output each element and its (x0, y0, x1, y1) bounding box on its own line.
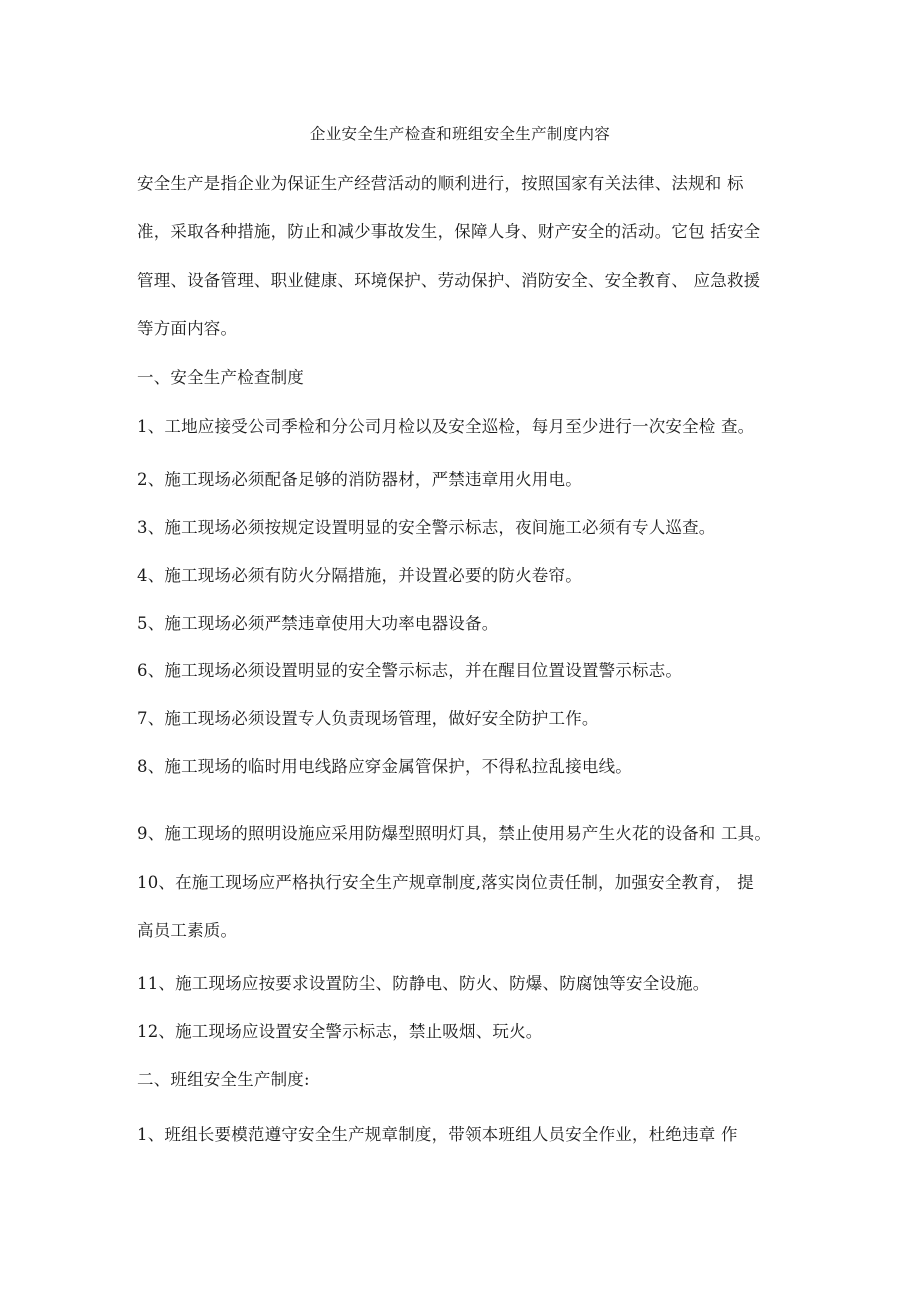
section1-heading: 一、安全生产检查制度 (137, 368, 304, 387)
intro-line-3: 管理、设备管理、职业健康、环境保护、劳动保护、消防安全、安全教育、 应急救援 (137, 271, 761, 290)
section1-item-6: 6、施工现场必须设置明显的安全警示标志，并在醒目位置设置警示标志。 (137, 661, 683, 680)
section2-item-1: 1、班组长要模范遵守安全生产规章制度，带领本班组人员安全作业，杜绝违章 作 (137, 1125, 738, 1144)
section1-item-5: 5、施工现场必须严禁违章使用大功率电器设备。 (137, 614, 499, 633)
section1-item-7: 7、施工现场必须设置专人负责现场管理，做好安全防护工作。 (137, 709, 599, 728)
section1-item-4: 4、施工现场必须有防火分隔措施，并设置必要的防火卷帘。 (137, 566, 582, 585)
intro-line-2: 准，采取各种措施，防止和减少事故发生，保障人身、财产安全的活动。它包 括安全 (137, 222, 761, 241)
document-title: 企业安全生产检查和班组安全生产制度内容 (309, 125, 611, 143)
intro-line-4: 等方面内容。 (137, 319, 238, 338)
section1-item-1: 1、工地应接受公司季检和分公司月检以及安全巡检，每月至少进行一次安全检 查。 (137, 417, 755, 436)
section1-item-8: 8、施工现场的临时用电线路应穿金属管保护，不得私拉乱接电线。 (137, 757, 632, 776)
section1-item-11: 11、施工现场应按要求设置防尘、防静电、防火、防爆、防腐蚀等安全设施。 (137, 974, 710, 993)
section1-item-10: 10、在施工现场应严格执行安全生产规章制度,落实岗位责任制，加强安全教育， 提 (137, 873, 754, 892)
section1-item-2: 2、施工现场必须配备足够的消防器材，严禁违章用火用电。 (137, 470, 582, 489)
section2-heading: 二、班组安全生产制度: (137, 1070, 310, 1089)
section1-item-9: 9、施工现场的照明设施应采用防爆型照明灯具，禁止使用易产生火花的设备和 工具。 (137, 824, 772, 843)
section1-item-10-cont: 高员工素质。 (137, 921, 238, 940)
section1-item-3: 3、施工现场必须按规定设置明显的安全警示标志，夜间施工必须有专人巡查。 (137, 518, 716, 537)
section1-item-12: 12、施工现场应设置安全警示标志，禁止吸烟、玩火。 (137, 1022, 543, 1041)
intro-line-1: 安全生产是指企业为保证生产经营活动的顺利进行，按照国家有关法律、法规和 标 (137, 174, 744, 193)
